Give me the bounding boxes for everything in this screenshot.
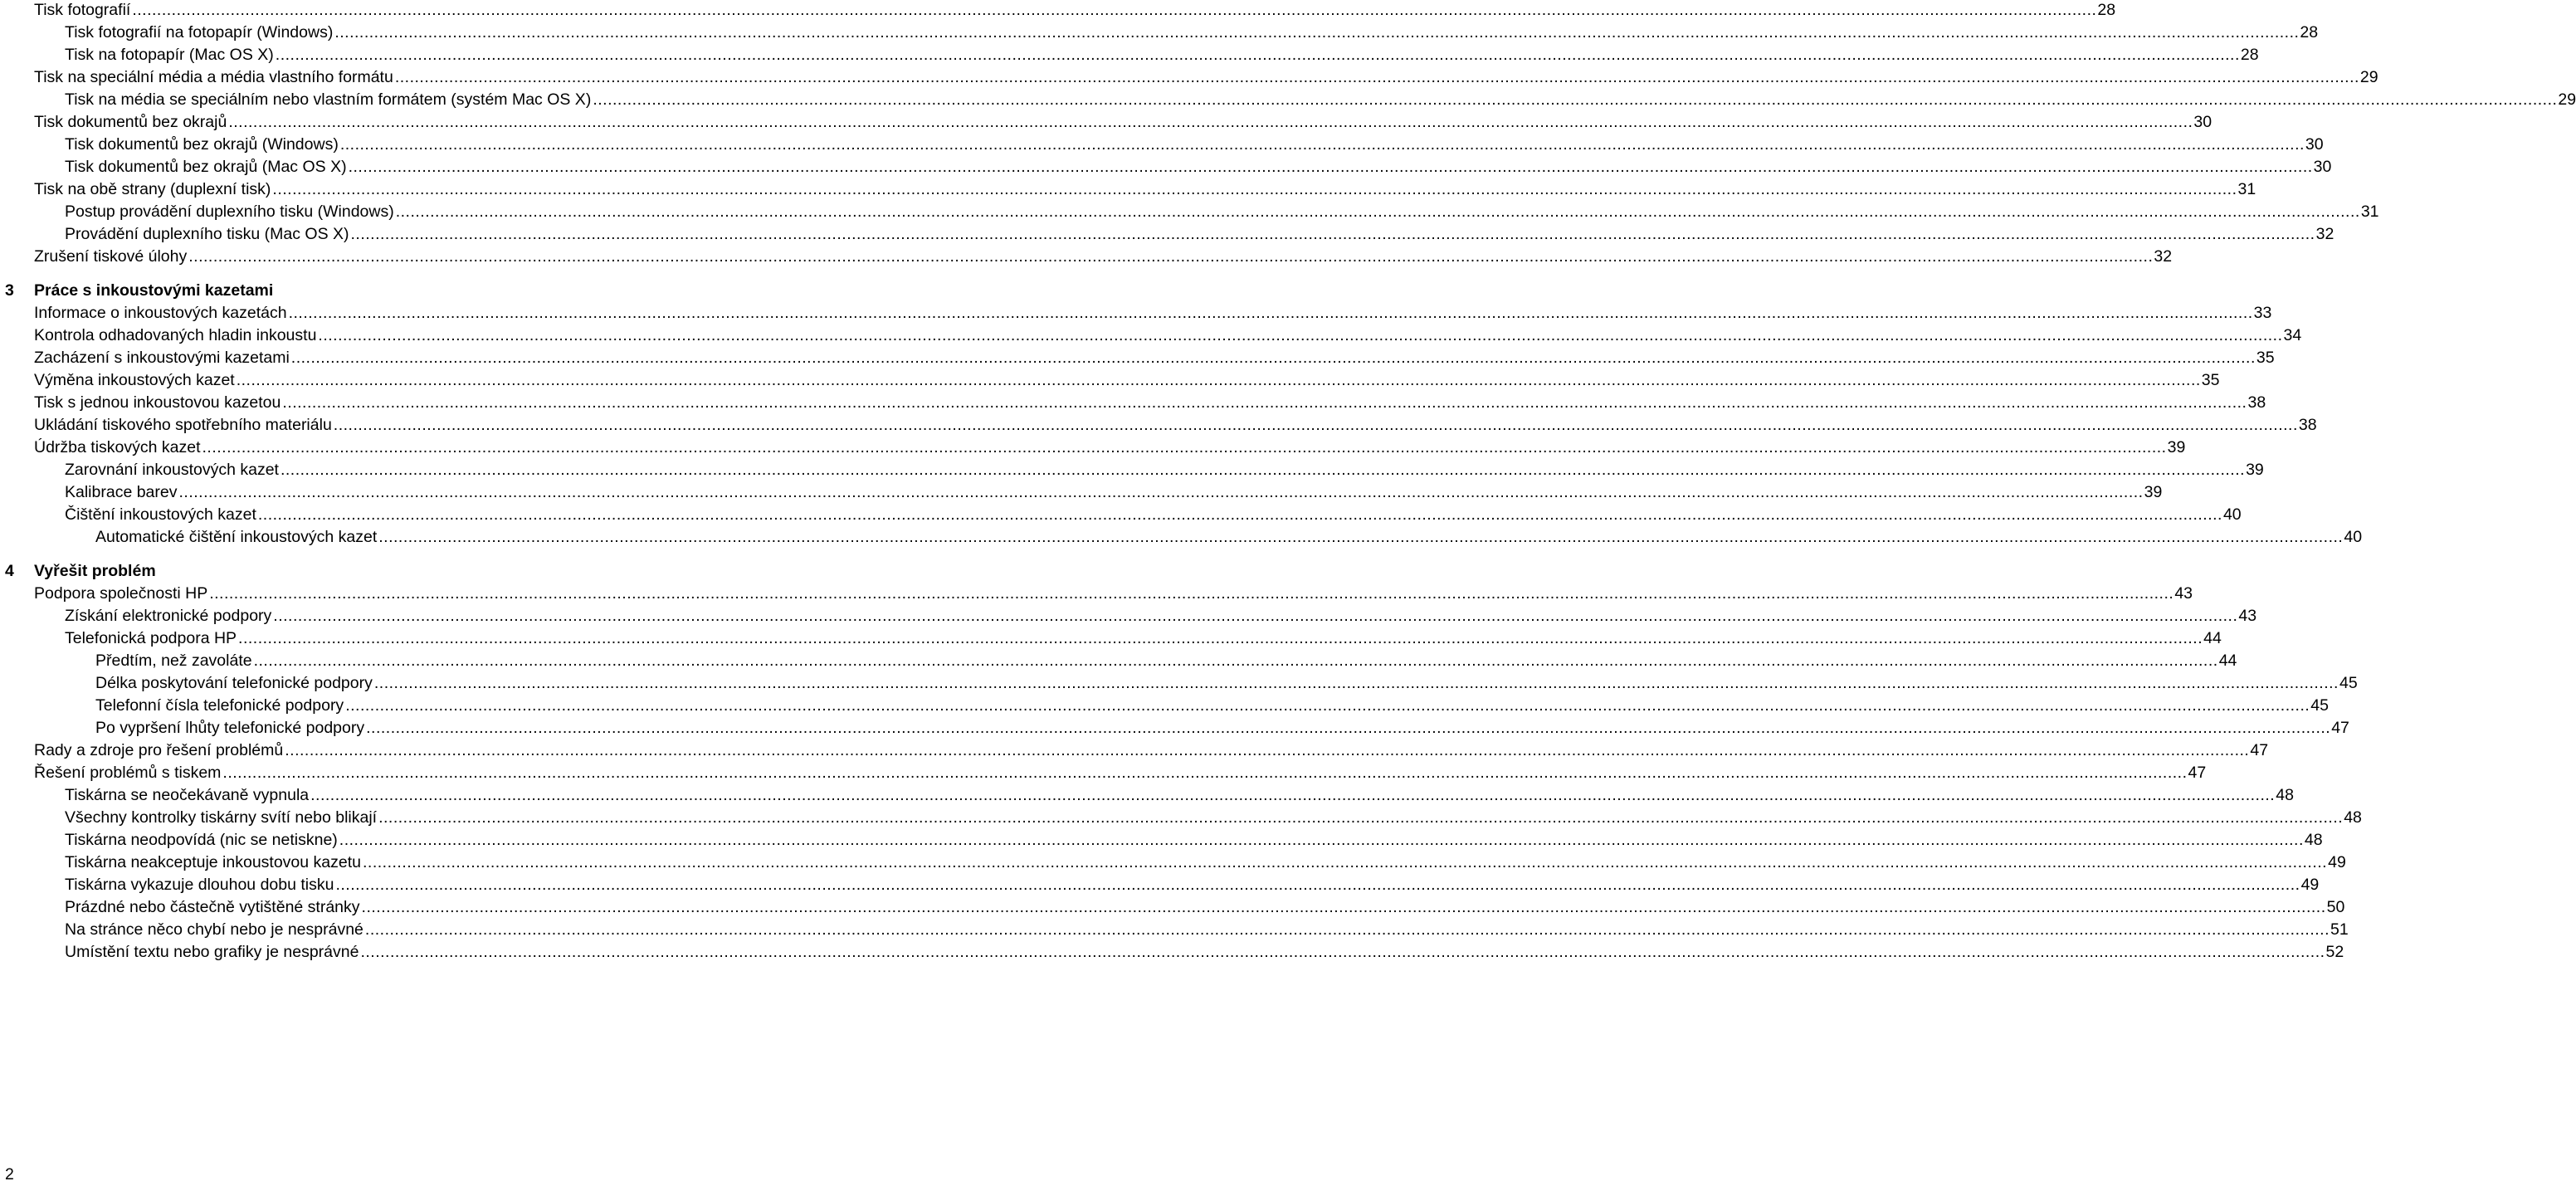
dot-leader: ................................................................................................................................................................................................................................................................................................................................................................................................................ — [310, 786, 2276, 804]
dot-leader: ................................................................................................................................................................................................................................................................................................................................................................................................................ — [132, 1, 2097, 19]
toc-section — [0, 560, 2362, 964]
toc-entry[interactable] — [65, 605, 2257, 627]
chapter-heading — [0, 560, 797, 583]
toc-entry-page: 48 — [2344, 808, 2362, 827]
dot-leader: ................................................................................................................................................................................................................................................................................................................................................................................................................ — [290, 349, 2256, 367]
toc-entry-title: Čištění inkoustových kazet — [65, 505, 256, 524]
toc-entry-page: 48 — [2304, 831, 2323, 849]
toc-entry-title: Prázdné nebo částečně vytištěné stránky — [65, 898, 360, 916]
toc-entry-page: 44 — [2203, 629, 2222, 647]
page-number: 2 — [5, 1165, 14, 1184]
toc-entry-page: 45 — [2339, 674, 2358, 692]
toc-entry-title: Tisk na speciální média a média vlastního formátu — [34, 68, 393, 86]
toc-entry-title: Předtím, než zavoláte — [95, 652, 252, 670]
toc-entry-title: Získání elektronické podpory — [65, 607, 272, 625]
toc-entry-page: 30 — [2193, 113, 2213, 131]
toc-entry-title: Tiskárna vykazuje dlouhou dobu tisku — [65, 876, 334, 894]
toc-entry-title: Tisk na média se speciálním nebo vlastním formátem (systém Mac OS X) — [65, 90, 592, 109]
toc-section — [0, 280, 2363, 549]
chapter-heading — [0, 280, 797, 302]
dot-leader: ................................................................................................................................................................................................................................................................................................................................................................................................................ — [395, 203, 2360, 221]
toc-entry-page: 34 — [2283, 326, 2302, 344]
toc-entry-title: Provádění duplexního tisku (Mac OS X) — [65, 225, 349, 243]
dot-leader: ................................................................................................................................................................................................................................................................................................................................................................................................................ — [318, 326, 2283, 344]
dot-leader: ................................................................................................................................................................................................................................................................................................................................................................................................................ — [275, 46, 2240, 64]
toc-entry-title: Rady a zdroje pro řešení problémů — [34, 741, 284, 759]
toc-entry[interactable] — [65, 919, 2349, 941]
toc-entry-title: Tisk na fotopapír (Mac OS X) — [65, 46, 274, 64]
toc-entry-title: Tiskárna neodpovídá (nic se netiskne) — [65, 831, 338, 849]
toc-entry-page: 30 — [2313, 158, 2332, 176]
toc-entry-title: Zrušení tiskové úlohy — [34, 247, 188, 266]
dot-leader: ................................................................................................................................................................................................................................................................................................................................................................................................................ — [345, 696, 2310, 715]
toc-entry[interactable] — [65, 223, 2334, 246]
toc-entry-page: 45 — [2310, 696, 2329, 715]
dot-leader: ................................................................................................................................................................................................................................................................................................................................................................................................................ — [222, 764, 2188, 782]
toc-entry[interactable] — [65, 201, 2379, 223]
dot-leader: ................................................................................................................................................................................................................................................................................................................................................................................................................ — [209, 584, 2174, 603]
dot-leader: ................................................................................................................................................................................................................................................................................................................................................................................................................ — [360, 943, 2325, 961]
toc-entry-title: Na stránce něco chybí nebo je nesprávné — [65, 920, 363, 939]
toc-entry[interactable] — [34, 347, 2275, 369]
toc-entry[interactable] — [34, 178, 2256, 201]
toc-entry-title: Tiskárna se neočekávaně vypnula — [65, 786, 310, 804]
dot-leader: ................................................................................................................................................................................................................................................................................................................................................................................................................ — [373, 674, 2339, 692]
toc-entry-page: 35 — [2256, 349, 2275, 367]
toc-entry-page: 30 — [2305, 135, 2324, 154]
toc-entry-title: Tisk fotografií na fotopapír (Windows) — [65, 23, 334, 41]
dot-leader: ................................................................................................................................................................................................................................................................................................................................................................................................................ — [202, 438, 2167, 456]
toc-entry-page: 39 — [2167, 438, 2186, 456]
toc-entry-page: 28 — [2097, 1, 2116, 19]
toc-entry[interactable] — [34, 369, 2220, 392]
toc-entry-page: 52 — [2325, 943, 2344, 961]
toc-entry[interactable] — [65, 89, 2576, 111]
toc-entry[interactable] — [65, 459, 2264, 481]
dot-leader: ................................................................................................................................................................................................................................................................................................................................................................................................................ — [361, 898, 2326, 916]
dot-leader: ................................................................................................................................................................................................................................................................................................................................................................................................................ — [378, 808, 2344, 827]
toc-entry-title: Umístění textu nebo grafiky je nesprávné — [65, 943, 359, 961]
toc-entry-page: 28 — [2240, 46, 2259, 64]
dot-leader: ................................................................................................................................................................................................................................................................................................................................................................................................................ — [280, 461, 2246, 479]
toc-entry[interactable] — [34, 302, 2272, 325]
toc-entry-title: Telefonní čísla telefonické podpory — [95, 696, 344, 715]
toc-entry-title: Telefonická podpora HP — [65, 629, 237, 647]
toc-entry[interactable] — [34, 325, 2302, 347]
toc-entry-title: Všechny kontrolky tiskárny svítí nebo blikají — [65, 808, 378, 827]
dot-leader: ................................................................................................................................................................................................................................................................................................................................................................................................................ — [394, 68, 2359, 86]
toc-entry-page: 29 — [2558, 90, 2576, 109]
toc-entry-page: 49 — [2328, 853, 2346, 871]
toc-entry-page: 39 — [2144, 483, 2163, 501]
dot-leader: ................................................................................................................................................................................................................................................................................................................................................................................................................ — [238, 629, 2203, 647]
toc-entry-title: Řešení problémů s tiskem — [34, 764, 222, 782]
dot-leader: ................................................................................................................................................................................................................................................................................................................................................................................................................ — [282, 393, 2247, 412]
toc-entry[interactable] — [34, 739, 2269, 762]
toc-entry[interactable] — [65, 627, 2222, 650]
toc-entry-title: Tiskárna neakceptuje inkoustovou kazetu — [65, 853, 361, 871]
dot-leader: ................................................................................................................................................................................................................................................................................................................................................................................................................ — [378, 528, 2344, 546]
toc-entry-title: Zarovnání inkoustových kazet — [65, 461, 279, 479]
toc-entry-page: 51 — [2330, 920, 2349, 939]
dot-leader: ................................................................................................................................................................................................................................................................................................................................................................................................................ — [228, 113, 2193, 131]
dot-leader: ................................................................................................................................................................................................................................................................................................................................................................................................................ — [257, 505, 2222, 524]
toc-entry[interactable] — [65, 44, 2259, 66]
dot-leader: ................................................................................................................................................................................................................................................................................................................................................................................................................ — [288, 304, 2253, 322]
toc-entry-page: 32 — [2315, 225, 2334, 243]
dot-leader: ................................................................................................................................................................................................................................................................................................................................................................................................................ — [350, 225, 2315, 243]
toc-entry-title: Podpora společnosti HP — [34, 584, 208, 603]
dot-leader: ................................................................................................................................................................................................................................................................................................................................................................................................................ — [188, 247, 2154, 266]
toc-entry-page: 44 — [2218, 652, 2237, 670]
dot-leader: ................................................................................................................................................................................................................................................................................................................................................................................................................ — [333, 416, 2298, 434]
toc-entry-page: 31 — [2237, 180, 2256, 198]
toc-entry[interactable] — [34, 437, 2186, 459]
toc-entry[interactable] — [34, 111, 2213, 134]
chapter-title: Práce s inkoustovými kazetami — [34, 281, 274, 300]
toc-entry[interactable] — [34, 0, 2116, 22]
toc-entry-title: Tisk s jednou inkoustovou kazetou — [34, 393, 281, 412]
toc-entry[interactable] — [34, 246, 2173, 268]
toc-entry[interactable] — [34, 583, 2193, 605]
toc-entry[interactable] — [65, 22, 2319, 44]
dot-leader: ................................................................................................................................................................................................................................................................................................................................................................................................................ — [335, 876, 2300, 894]
toc-entry-page: 38 — [2247, 393, 2266, 412]
toc-entry-page: 47 — [2331, 719, 2349, 737]
toc-entry-title: Kalibrace barev — [65, 483, 178, 501]
toc-entry[interactable] — [65, 134, 2324, 156]
dot-leader: ................................................................................................................................................................................................................................................................................................................................................................................................................ — [253, 652, 2218, 670]
toc-entry-title: Informace o inkoustových kazetách — [34, 304, 287, 322]
toc-entry-page: 43 — [2174, 584, 2193, 603]
toc-entry-title: Automatické čištění inkoustových kazet — [95, 528, 378, 546]
toc-entry-title: Tisk fotografií — [34, 1, 131, 19]
toc-entry-page: 29 — [2359, 68, 2378, 86]
toc-entry-page: 43 — [2238, 607, 2257, 625]
toc-entry-title: Zacházení s inkoustovými kazetami — [34, 349, 290, 367]
toc-entry-page: 32 — [2154, 247, 2173, 266]
toc-entry[interactable] — [95, 672, 2358, 695]
toc-entry-title: Výměna inkoustových kazet — [34, 371, 235, 389]
toc-entry-title: Tisk dokumentů bez okrajů (Windows) — [65, 135, 339, 154]
toc-entry-title: Délka poskytování telefonické podpory — [95, 674, 373, 692]
toc-entry[interactable] — [95, 526, 2363, 549]
toc-entry-title: Tisk dokumentů bez okrajů — [34, 113, 227, 131]
toc-entry-page: 28 — [2300, 23, 2319, 41]
toc-entry[interactable] — [95, 650, 2237, 672]
dot-leader: ................................................................................................................................................................................................................................................................................................................................................................................................................ — [366, 719, 2331, 737]
toc-entry[interactable] — [34, 762, 2207, 784]
toc-entry[interactable] — [34, 414, 2317, 437]
dot-leader: ................................................................................................................................................................................................................................................................................................................................................................................................................ — [339, 831, 2304, 849]
toc-entry[interactable] — [65, 941, 2344, 964]
toc-entry-title: Kontrola odhadovaných hladin inkoustu — [34, 326, 317, 344]
toc-entry-page: 35 — [2201, 371, 2220, 389]
toc-entry-title: Po vypršení lhůty telefonické podpory — [95, 719, 365, 737]
toc-entry[interactable] — [65, 829, 2323, 852]
toc-entry[interactable] — [65, 481, 2163, 504]
toc-entry-page: 33 — [2253, 304, 2272, 322]
toc-section — [0, 0, 2576, 268]
dot-leader: ................................................................................................................................................................................................................................................................................................................................................................................................................ — [363, 853, 2328, 871]
toc-entry[interactable] — [95, 717, 2349, 739]
dot-leader: ................................................................................................................................................................................................................................................................................................................................................................................................................ — [272, 180, 2237, 198]
toc-entry-page: 40 — [2222, 505, 2242, 524]
toc-entry[interactable] — [65, 156, 2332, 178]
toc-entry[interactable] — [95, 695, 2329, 717]
toc-entry-title: Ukládání tiskového spotřebního materiálu — [34, 416, 332, 434]
toc-entry-title: Postup provádění duplexního tisku (Windows) — [65, 203, 394, 221]
dot-leader: ................................................................................................................................................................................................................................................................................................................................................................................................................ — [364, 920, 2330, 939]
toc-entry[interactable] — [65, 807, 2362, 829]
toc-entry-page: 31 — [2360, 203, 2379, 221]
dot-leader: ................................................................................................................................................................................................................................................................................................................................................................................................................ — [334, 23, 2300, 41]
dot-leader: ................................................................................................................................................................................................................................................................................................................................................................................................................ — [236, 371, 2201, 389]
toc-entry[interactable] — [34, 392, 2266, 414]
dot-leader: ................................................................................................................................................................................................................................................................................................................................................................................................................ — [348, 158, 2313, 176]
toc-entry-page: 48 — [2276, 786, 2294, 804]
toc-entry-page: 39 — [2246, 461, 2264, 479]
toc-entry-page: 47 — [2250, 741, 2269, 759]
toc-entry[interactable] — [65, 504, 2242, 526]
toc-entry-title: Tisk na obě strany (duplexní tisk) — [34, 180, 271, 198]
dot-leader: ................................................................................................................................................................................................................................................................................................................................................................................................................ — [273, 607, 2238, 625]
dot-leader: ................................................................................................................................................................................................................................................................................................................................................................................................................ — [339, 135, 2305, 154]
toc-entry-page: 47 — [2188, 764, 2207, 782]
dot-leader: ................................................................................................................................................................................................................................................................................................................................................................................................................ — [285, 741, 2250, 759]
toc-entry[interactable] — [65, 852, 2346, 874]
toc-entry-title: Tisk dokumentů bez okrajů (Mac OS X) — [65, 158, 347, 176]
chapter-number: 3 — [5, 281, 14, 300]
dot-leader: ................................................................................................................................................................................................................................................................................................................................................................................................................ — [593, 90, 2558, 109]
chapter-number: 4 — [5, 562, 14, 580]
toc-entry-page: 49 — [2300, 876, 2320, 894]
toc-entry-page: 40 — [2344, 528, 2363, 546]
toc-entry[interactable] — [34, 66, 2378, 89]
dot-leader: ................................................................................................................................................................................................................................................................................................................................................................................................................ — [178, 483, 2144, 501]
toc-entry[interactable] — [65, 874, 2320, 896]
toc-entry-page: 50 — [2326, 898, 2345, 916]
chapter-title: Vyřešit problém — [34, 562, 156, 580]
toc-entry[interactable] — [65, 784, 2294, 807]
toc-entry-page: 38 — [2298, 416, 2317, 434]
toc-entry-title: Údržba tiskových kazet — [34, 438, 201, 456]
toc-entry[interactable] — [65, 896, 2345, 919]
